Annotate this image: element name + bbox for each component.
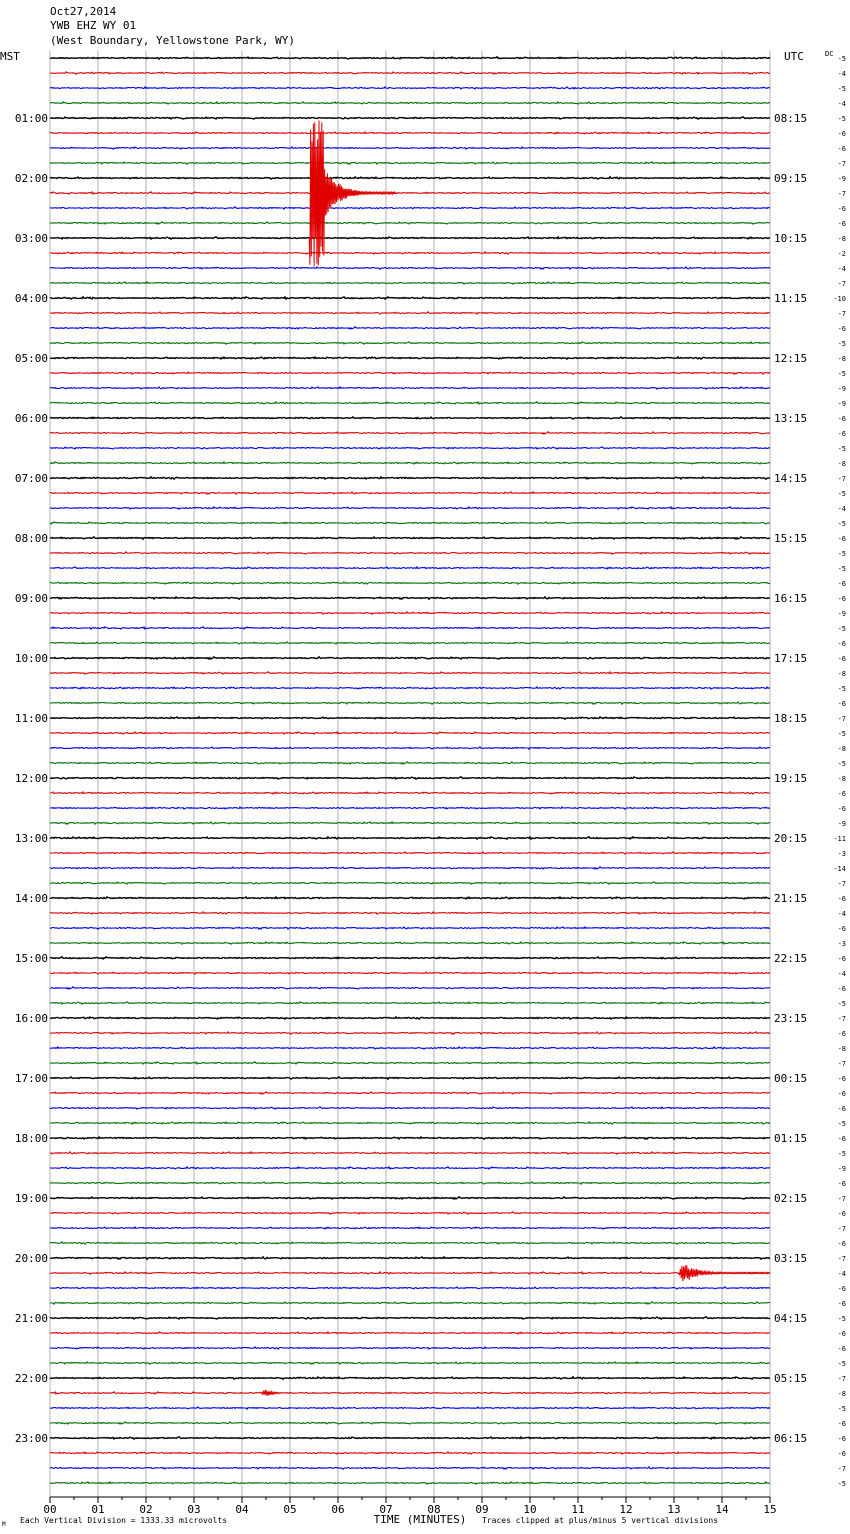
- vertical-division-note: Each Vertical Division = 1333.33 microvolts: [20, 1516, 228, 1525]
- left-hour-label: 01:00: [14, 112, 48, 125]
- trace-row-45: [50, 732, 770, 734]
- trace-row-65: [50, 1032, 770, 1034]
- right-hour-label: 19:15: [774, 772, 808, 785]
- dc-offset-label: -5: [837, 520, 846, 528]
- trace-row-55: [50, 882, 770, 884]
- x-tick-label-14: 14: [715, 1503, 729, 1516]
- corner-mark: M: [2, 1521, 6, 1528]
- trace-row-11: [50, 222, 770, 224]
- right-hour-label: 03:15: [774, 1252, 808, 1265]
- trace-row-49: [50, 792, 770, 794]
- dc-offset-label: -5: [837, 730, 846, 738]
- left-hour-label: 04:00: [14, 292, 48, 305]
- right-hour-label: 18:15: [774, 712, 808, 725]
- trace-row-26: [50, 447, 770, 449]
- trace-row-9: [50, 192, 770, 194]
- dc-offset-label: -6: [837, 640, 846, 648]
- trace-row-28: [50, 477, 770, 479]
- dc-offset-label: -6: [837, 430, 846, 438]
- trace-row-10: [50, 207, 770, 209]
- dc-offset-label: -8: [837, 670, 846, 678]
- right-hour-label: 12:15: [774, 352, 808, 365]
- dc-offset-label: -9: [837, 820, 846, 828]
- trace-row-87: [50, 1362, 770, 1364]
- left-hour-label: 10:00: [14, 652, 48, 665]
- clipping-note: Traces clipped at plus/minus 5 vertical divisions: [482, 1516, 719, 1525]
- dc-offset-label: -6: [837, 535, 846, 543]
- trace-row-2: [50, 87, 770, 89]
- dc-offset-label: -9: [837, 175, 846, 183]
- trace-row-14: [50, 267, 770, 269]
- left-hour-label: 02:00: [14, 172, 48, 185]
- trace-row-63: [50, 1002, 770, 1004]
- trace-row-3: [50, 102, 770, 104]
- trace-row-62: [50, 987, 770, 989]
- left-hour-label: 14:00: [14, 892, 48, 905]
- trace-row-42: [50, 687, 770, 689]
- x-tick-label-06: 06: [331, 1503, 345, 1516]
- left-hour-label: 05:00: [14, 352, 48, 365]
- dc-offset-label: -8: [837, 775, 846, 783]
- x-tick-label-12: 12: [619, 1503, 633, 1516]
- left-hour-label: 12:00: [14, 772, 48, 785]
- dc-offset-label: -4: [837, 1270, 846, 1278]
- left-hour-label: 17:00: [14, 1072, 48, 1085]
- right-hour-label: 11:15: [774, 292, 808, 305]
- trace-row-84: [50, 1317, 770, 1319]
- dc-offset-label: -6: [837, 805, 846, 813]
- trace-row-4: [50, 117, 770, 119]
- trace-row-37: [50, 612, 770, 614]
- trace-row-23: [50, 402, 770, 404]
- trace-row-81: [50, 1272, 770, 1274]
- left-hour-label: 03:00: [14, 232, 48, 245]
- trace-row-27: [50, 462, 770, 464]
- trace-row-59: [50, 942, 770, 944]
- left-hour-label: 20:00: [14, 1252, 48, 1265]
- left-hour-label: 08:00: [14, 532, 48, 545]
- dc-offset-label: -6: [837, 955, 846, 963]
- right-hour-label: 22:15: [774, 952, 808, 965]
- dc-offset-label: -9: [837, 385, 846, 393]
- trace-row-53: [50, 852, 770, 854]
- right-hour-label: 06:15: [774, 1432, 808, 1445]
- trace-row-25: [50, 432, 770, 434]
- trace-row-71: [50, 1122, 770, 1124]
- dc-offset-label: -9: [837, 1165, 846, 1173]
- trace-row-93: [50, 1452, 770, 1454]
- right-hour-label: 20:15: [774, 832, 808, 845]
- dc-offset-label: -4: [837, 910, 846, 918]
- dc-offset-label: -5: [837, 370, 846, 378]
- left-hour-label: 07:00: [14, 472, 48, 485]
- dc-offset-label: -8: [837, 1390, 846, 1398]
- trace-row-31: [50, 522, 770, 524]
- trace-row-5: [50, 132, 770, 134]
- x-tick-label-11: 11: [571, 1503, 585, 1516]
- left-hour-label: 23:00: [14, 1432, 48, 1445]
- trace-row-51: [50, 822, 770, 824]
- right-hour-label: 13:15: [774, 412, 808, 425]
- trace-row-86: [50, 1347, 770, 1349]
- trace-row-61: [50, 972, 770, 974]
- trace-row-73: [50, 1152, 770, 1154]
- dc-offset-label: -8: [837, 745, 846, 753]
- trace-row-83: [50, 1302, 770, 1304]
- trace-row-20: [50, 357, 770, 359]
- left-hour-label: 16:00: [14, 1012, 48, 1025]
- dc-offset-label: -7: [837, 1375, 846, 1383]
- x-tick-label-02: 02: [139, 1503, 153, 1516]
- right-hour-label: 15:15: [774, 532, 808, 545]
- trace-row-15: [50, 282, 770, 284]
- seismic-events: [261, 120, 770, 1395]
- trace-row-69: [50, 1092, 770, 1094]
- dc-offset-label: -4: [837, 100, 846, 108]
- dc-offset-label: -3: [837, 850, 846, 858]
- trace-row-76: [50, 1197, 770, 1199]
- event-waveform-2: [261, 1390, 279, 1396]
- station-location: (West Boundary, Yellowstone Park, WY): [50, 34, 296, 47]
- trace-row-75: [50, 1182, 770, 1184]
- dc-offset-label: -6: [837, 1345, 846, 1353]
- trace-row-50: [50, 807, 770, 809]
- dc-offset-label: -8: [837, 355, 846, 363]
- trace-row-8: [50, 177, 770, 179]
- right-hour-label: 14:15: [774, 472, 808, 485]
- trace-row-72: [50, 1137, 770, 1139]
- trace-row-18: [50, 327, 770, 329]
- right-timezone-label: UTC: [784, 50, 804, 63]
- dc-offset-label: -6: [837, 130, 846, 138]
- dc-offset-label: -6: [837, 1075, 846, 1083]
- event-waveform-1: [679, 1265, 770, 1281]
- trace-row-17: [50, 312, 770, 314]
- left-hour-label: 13:00: [14, 832, 48, 845]
- x-tick-label-13: 13: [667, 1503, 681, 1516]
- dc-offset-label: -5: [837, 1480, 846, 1488]
- dc-offset-label: -6: [837, 595, 846, 603]
- dc-offset-label: -6: [837, 1330, 846, 1338]
- dc-offset-label: -5: [837, 490, 846, 498]
- dc-offset-label: -10: [833, 295, 846, 303]
- x-tick-label-00: 00: [43, 1503, 57, 1516]
- dc-offset-label: -8: [837, 1045, 846, 1053]
- trace-row-44: [50, 717, 770, 719]
- trace-row-41: [50, 672, 770, 674]
- dc-offset-label: -7: [837, 1195, 846, 1203]
- right-hour-label: 16:15: [774, 592, 808, 605]
- trace-row-90: [50, 1407, 770, 1409]
- dc-offset-label: -6: [837, 205, 846, 213]
- trace-row-12: [50, 237, 770, 239]
- trace-row-16: [50, 297, 770, 299]
- dc-offset-label: -5: [837, 55, 846, 63]
- x-axis-title: TIME (MINUTES): [373, 1513, 467, 1526]
- trace-row-67: [50, 1062, 770, 1064]
- event-waveform-0: [309, 120, 395, 266]
- trace-row-47: [50, 762, 770, 764]
- x-tick-label-15: 15: [763, 1503, 777, 1516]
- dc-offset-label: -9: [837, 400, 846, 408]
- dc-offset-label: -8: [837, 460, 846, 468]
- dc-offset-label: -5: [837, 1405, 846, 1413]
- trace-row-64: [50, 1017, 770, 1019]
- trace-row-29: [50, 492, 770, 494]
- dc-offset-label: -7: [837, 1060, 846, 1068]
- left-hour-label: 21:00: [14, 1312, 48, 1325]
- trace-row-30: [50, 507, 770, 509]
- trace-row-82: [50, 1287, 770, 1289]
- right-hour-label: 23:15: [774, 1012, 808, 1025]
- trace-row-19: [50, 342, 770, 344]
- dc-offset-label: -7: [837, 715, 846, 723]
- right-hour-label: 01:15: [774, 1132, 808, 1145]
- left-timezone-label: MST: [0, 50, 20, 63]
- x-tick-label-01: 01: [91, 1503, 105, 1516]
- trace-row-92: [50, 1437, 770, 1439]
- dc-offset-label: -7: [837, 1255, 846, 1263]
- left-hour-label: 09:00: [14, 592, 48, 605]
- dc-offset-label: -6: [837, 1090, 846, 1098]
- axis-labels: [15, 55, 846, 1516]
- trace-row-0: [50, 57, 770, 59]
- dc-offset-label: -5: [837, 1000, 846, 1008]
- x-tick-label-07: 07: [379, 1503, 393, 1516]
- dc-offset-label: -7: [837, 1015, 846, 1023]
- trace-row-95: [50, 1482, 770, 1484]
- dc-offset-label: -11: [833, 835, 846, 843]
- x-tick-label-03: 03: [187, 1503, 201, 1516]
- x-tick-label-09: 09: [475, 1503, 489, 1516]
- dc-offset-label: -5: [837, 760, 846, 768]
- x-tick-label-04: 04: [235, 1503, 249, 1516]
- dc-offset-label: -6: [837, 1180, 846, 1188]
- trace-row-79: [50, 1242, 770, 1244]
- trace-row-89: [50, 1392, 770, 1394]
- trace-row-85: [50, 1332, 770, 1334]
- right-hour-label: 21:15: [774, 892, 808, 905]
- dc-offset-label: -4: [837, 265, 846, 273]
- dc-offset-label: -7: [837, 190, 846, 198]
- trace-row-46: [50, 747, 770, 749]
- trace-row-36: [50, 597, 770, 599]
- plot-date: Oct27,2014: [50, 5, 117, 18]
- dc-offset-label: -9: [837, 610, 846, 618]
- dc-offset-label: -6: [837, 145, 846, 153]
- trace-row-58: [50, 927, 770, 929]
- dc-offset-label: -6: [837, 1105, 846, 1113]
- left-hour-label: 19:00: [14, 1192, 48, 1205]
- trace-row-57: [50, 912, 770, 914]
- dc-offset-label: -5: [837, 1120, 846, 1128]
- dc-offset-label: -5: [837, 1360, 846, 1368]
- dc-offset-label: -6: [837, 1030, 846, 1038]
- x-tick-label-10: 10: [523, 1503, 537, 1516]
- dc-offset-label: -4: [837, 70, 846, 78]
- trace-row-70: [50, 1107, 770, 1109]
- trace-row-77: [50, 1212, 770, 1214]
- trace-row-24: [50, 417, 770, 419]
- right-hour-label: 09:15: [774, 172, 808, 185]
- left-hour-label: 22:00: [14, 1372, 48, 1385]
- dc-offset-label: -7: [837, 880, 846, 888]
- trace-row-91: [50, 1422, 770, 1424]
- trace-row-78: [50, 1227, 770, 1229]
- dc-offset-label: -6: [837, 1420, 846, 1428]
- trace-row-74: [50, 1167, 770, 1169]
- trace-row-13: [50, 252, 770, 254]
- trace-row-43: [50, 702, 770, 704]
- trace-row-22: [50, 387, 770, 389]
- dc-offset-label: -4: [837, 970, 846, 978]
- trace-row-66: [50, 1047, 770, 1049]
- dc-offset-label: -5: [837, 445, 846, 453]
- dc-offset-label: -6: [837, 1210, 846, 1218]
- dc-offset-label: -5: [837, 1150, 846, 1158]
- dc-offset-label: -6: [837, 925, 846, 933]
- seismic-traces: [50, 57, 770, 1484]
- dc-offset-label: -5: [837, 685, 846, 693]
- trace-row-94: [50, 1467, 770, 1469]
- dc-offset-label: -6: [837, 325, 846, 333]
- dc-offset-label: -7: [837, 475, 846, 483]
- trace-row-88: [50, 1377, 770, 1379]
- dc-offset-label: -5: [837, 625, 846, 633]
- left-hour-label: 11:00: [14, 712, 48, 725]
- dc-offset-label: -5: [837, 1315, 846, 1323]
- trace-row-60: [50, 957, 770, 959]
- dc-offset-label: -7: [837, 160, 846, 168]
- dc-offset-label: -2: [837, 250, 846, 258]
- dc-offset-label: -4: [837, 505, 846, 513]
- dc-offset-label: -6: [837, 1300, 846, 1308]
- trace-row-52: [50, 837, 770, 839]
- trace-row-34: [50, 567, 770, 569]
- right-hour-label: 02:15: [774, 1192, 808, 1205]
- trace-row-54: [50, 867, 770, 869]
- trace-row-48: [50, 777, 770, 779]
- trace-row-68: [50, 1077, 770, 1079]
- left-hour-label: 15:00: [14, 952, 48, 965]
- dc-offset-label: -6: [837, 895, 846, 903]
- trace-row-35: [50, 582, 770, 584]
- trace-row-38: [50, 627, 770, 629]
- dc-label: DC: [825, 50, 834, 58]
- station-code: YWB EHZ WY 01: [50, 19, 137, 32]
- trace-row-80: [50, 1257, 770, 1259]
- dc-offset-label: -6: [837, 1450, 846, 1458]
- trace-row-7: [50, 162, 770, 164]
- dc-offset-label: -6: [837, 1285, 846, 1293]
- dc-offset-label: -7: [837, 310, 846, 318]
- dc-offset-label: -5: [837, 115, 846, 123]
- dc-offset-label: -14: [833, 865, 846, 873]
- right-hour-label: 05:15: [774, 1372, 808, 1385]
- right-hour-label: 10:15: [774, 232, 808, 245]
- dc-offset-label: -7: [837, 280, 846, 288]
- trace-row-6: [50, 147, 770, 149]
- dc-offset-label: -6: [837, 415, 846, 423]
- right-hour-label: 17:15: [774, 652, 808, 665]
- x-tick-label-05: 05: [283, 1503, 297, 1516]
- trace-row-33: [50, 552, 770, 554]
- dc-offset-label: -3: [837, 940, 846, 948]
- x-tick-label-08: 08: [427, 1503, 441, 1516]
- dc-offset-label: -6: [837, 1135, 846, 1143]
- left-hour-label: 18:00: [14, 1132, 48, 1145]
- dc-offset-label: -5: [837, 565, 846, 573]
- dc-offset-label: -6: [837, 580, 846, 588]
- trace-row-21: [50, 372, 770, 374]
- dc-offset-label: -8: [837, 235, 846, 243]
- dc-offset-label: -6: [837, 220, 846, 228]
- trace-row-1: [50, 72, 770, 74]
- left-hour-label: 06:00: [14, 412, 48, 425]
- dc-offset-label: -6: [837, 985, 846, 993]
- dc-offset-label: -5: [837, 550, 846, 558]
- trace-row-40: [50, 657, 770, 659]
- dc-offset-label: -6: [837, 655, 846, 663]
- dc-offset-label: -7: [837, 1225, 846, 1233]
- right-hour-label: 00:15: [774, 1072, 808, 1085]
- dc-offset-label: -6: [837, 1435, 846, 1443]
- dc-offset-label: -6: [837, 790, 846, 798]
- dc-offset-label: -6: [837, 1240, 846, 1248]
- trace-row-32: [50, 537, 770, 539]
- dc-offset-label: -5: [837, 340, 846, 348]
- dc-offset-label: -7: [837, 1465, 846, 1473]
- trace-row-56: [50, 897, 770, 899]
- dc-offset-label: -5: [837, 85, 846, 93]
- trace-row-39: [50, 642, 770, 644]
- dc-offset-label: -6: [837, 700, 846, 708]
- right-hour-label: 08:15: [774, 112, 808, 125]
- right-hour-label: 04:15: [774, 1312, 808, 1325]
